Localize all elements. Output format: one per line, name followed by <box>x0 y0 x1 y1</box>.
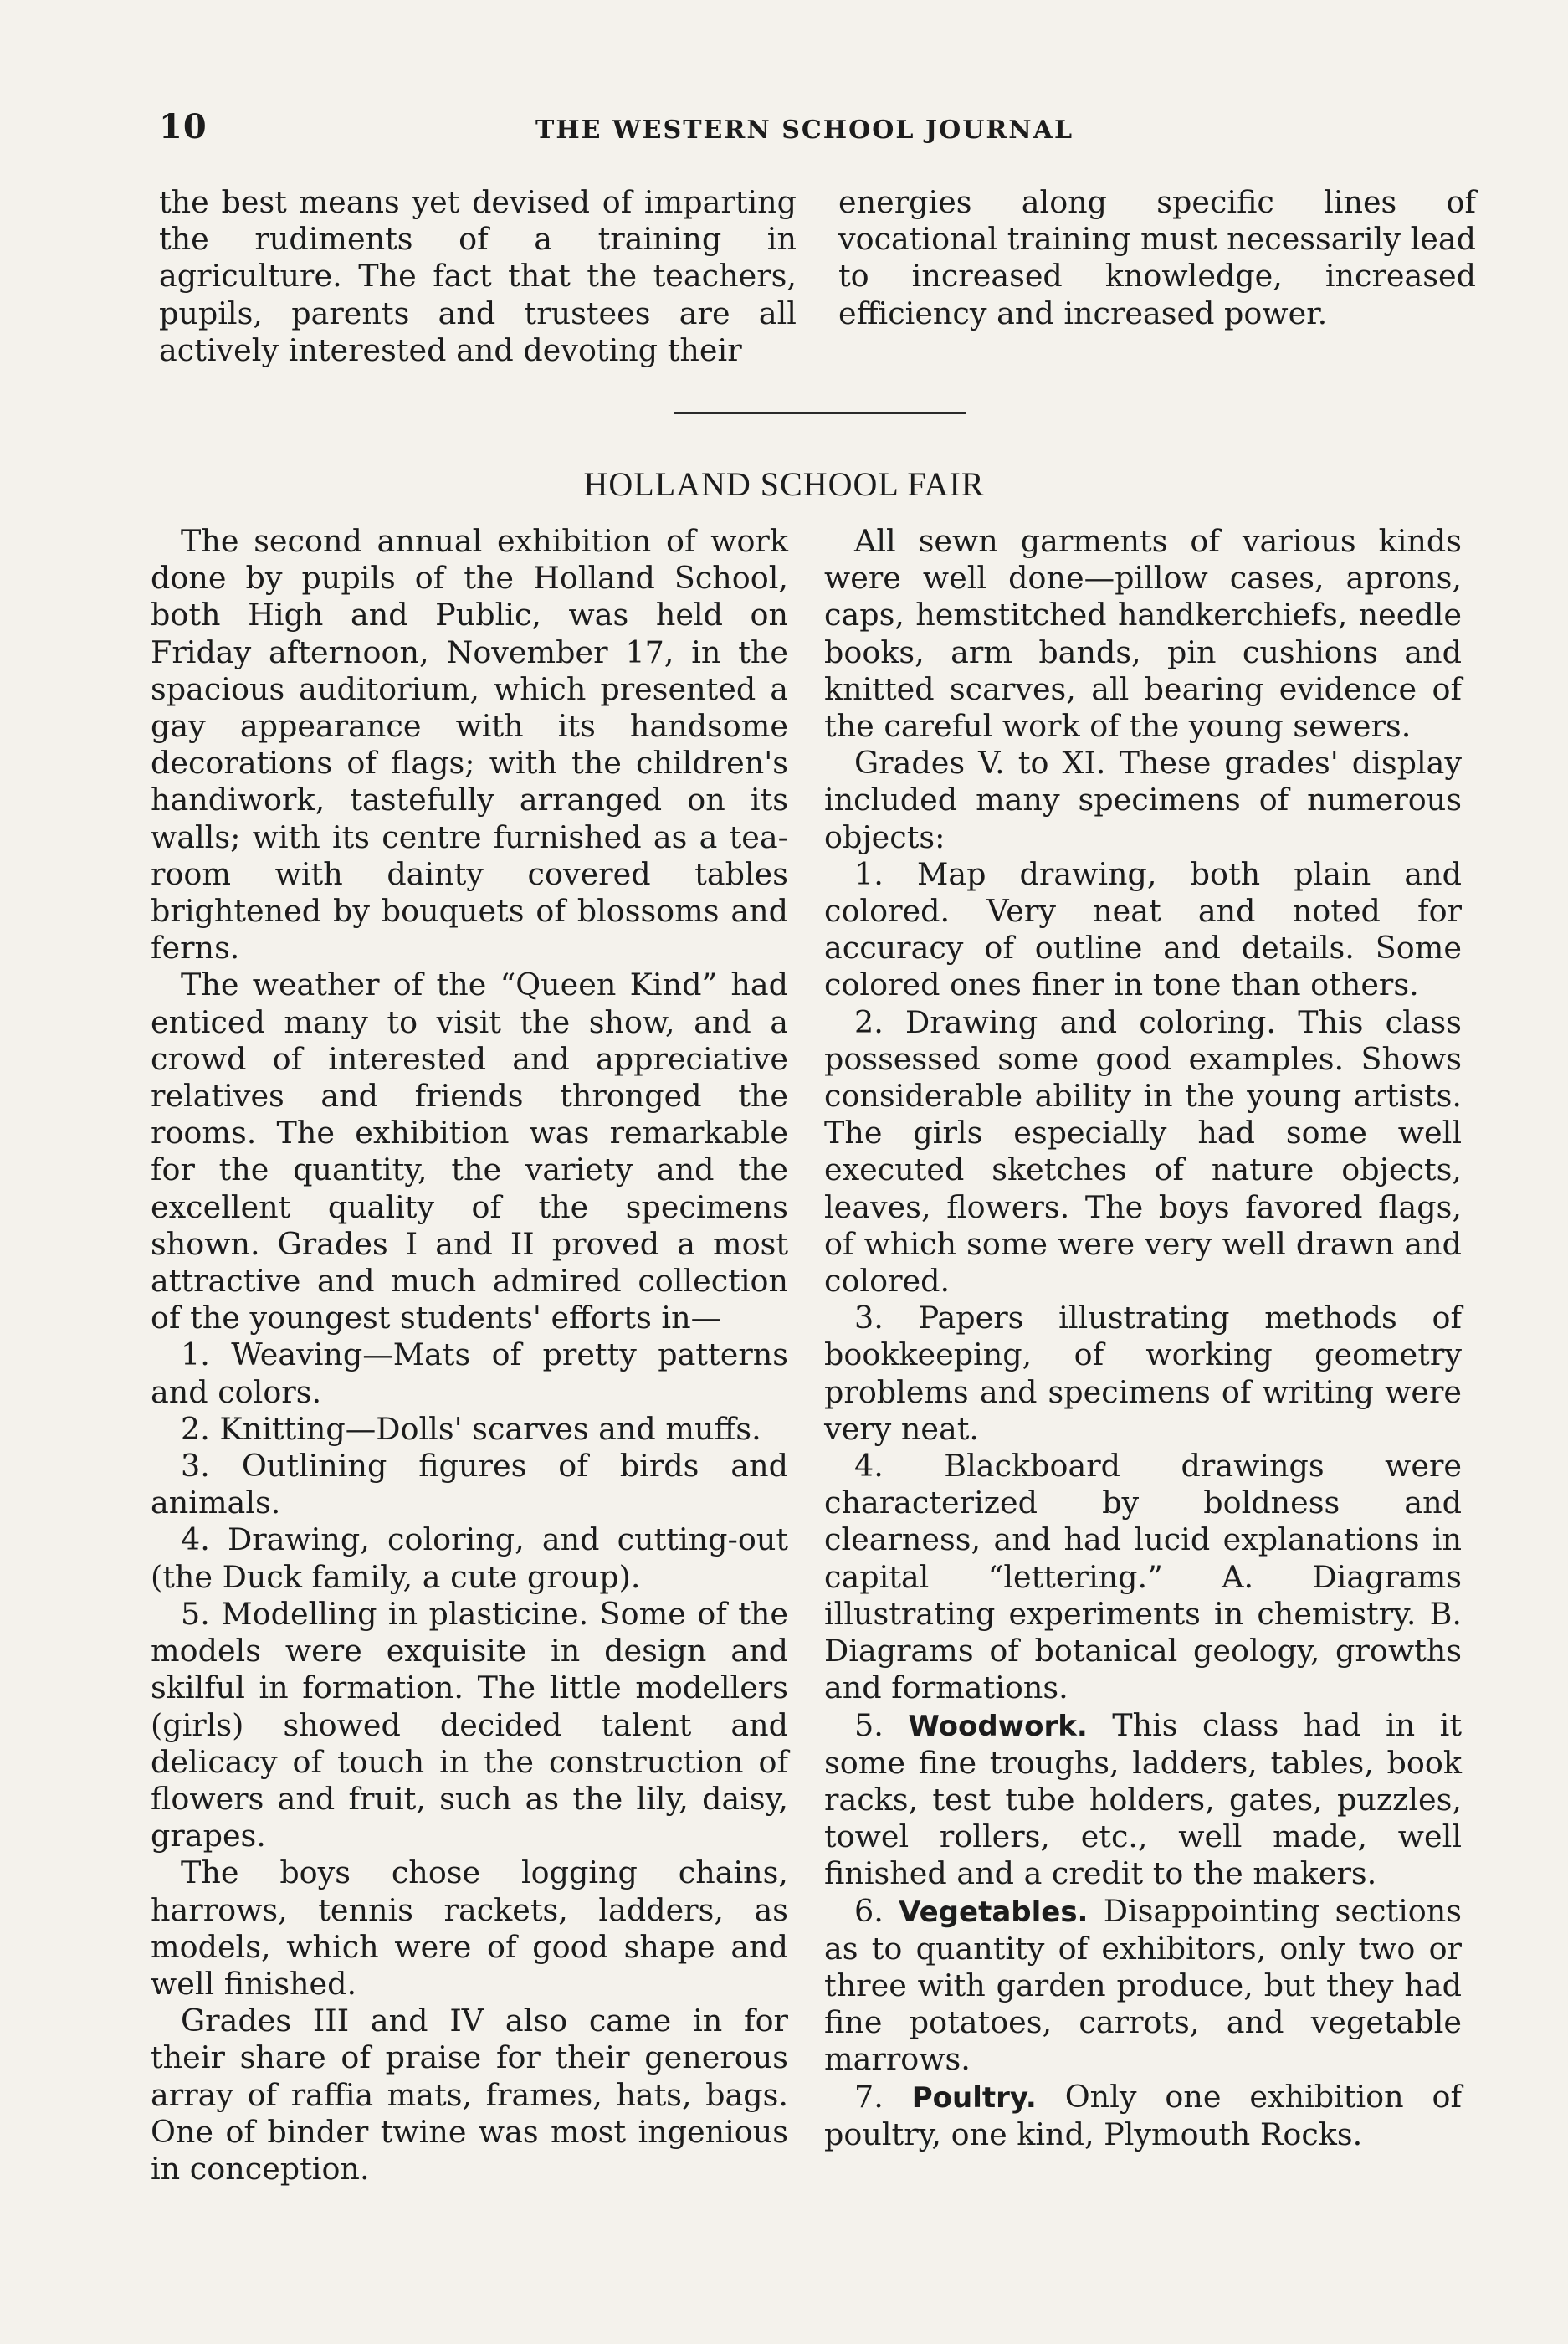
list-item: 4. Drawing, coloring, and cutting-out (the Duck family, a cute group). <box>151 1521 788 1595</box>
prev-article-right-text: energies along specific lines of vocational training must necessarily lead to increased knowledge, increased efficiency and increased power. <box>838 184 1476 331</box>
paragraph: The weather of the “Queen Kind” had enticed many to visit the show, and a crowd of interested and appreciative relatives and friends thronged the rooms. The exhibition was remarkable for the quantity, the variety and the excellent quality of the specimens shown. Grades I and II proved a most attractive and much admired collection of the youngest students' efforts in— <box>151 967 788 1336</box>
item-heading: Vegetables. <box>899 1895 1089 1929</box>
article-right-column <box>824 523 1462 2153</box>
list-item: 5. Modelling in plasticine. Some of the models were exquisite in design and skilful in formation. The little modellers (girls) showed decided talent and delicacy of touch in the construction of flowers and fruit, such as the lily, daisy, grapes. <box>151 1595 788 1854</box>
paragraph: Grades III and IV also came in for their share of praise for their generous array of raffia mats, frames, hats, bags. One of binder twine was most ingenious in conception. <box>151 2003 788 2187</box>
list-item <box>824 1893 1462 2079</box>
prev-article-right-column <box>838 184 1476 332</box>
paragraph: Grades V. to XI. These grades' display included many specimens of numerous objects: <box>824 745 1462 855</box>
item-text: Disappointing sections as to quantity of exhibitors, only two or three with garden produce, but they had fine potatoes, carrots, and vegetable marrows. <box>824 1892 1462 2078</box>
list-item: 3. Outlining figures of birds and animals. <box>151 1448 788 1521</box>
prev-article-left-column <box>159 184 797 369</box>
list-item <box>824 1707 1462 1893</box>
item-heading: Woodwork. <box>908 1709 1088 1743</box>
list-item: 4. Blackboard drawings were characterized by boldness and clearness, and had lucid explanations in capital “lettering.” A. Diagrams illustrating experiments in chemistry. B. Diagrams of botanical geology, growths and formations. <box>824 1448 1462 1706</box>
page-number: 10 <box>159 107 208 146</box>
item-number: 7. <box>854 2078 884 2115</box>
item-number: 5. <box>854 1706 884 1743</box>
article-title: HOLLAND SCHOOL FAIR <box>583 465 985 503</box>
item-text: Only one exhibition of poultry, one kind, Plymouth Rocks. <box>824 2078 1462 2152</box>
running-head: THE WESTERN SCHOOL JOURNAL <box>535 115 1074 145</box>
item-heading: Poultry. <box>911 2080 1037 2115</box>
paragraph: The boys chose logging chains, harrows, tennis rackets, ladders, as models, which were of good shape and well finished. <box>151 1854 788 2002</box>
section-divider-rule <box>674 412 966 414</box>
prev-article-left-text: the best means yet devised of imparting the rudiments of a training in agriculture. The fact that the teachers, pupils, parents and trustees are all actively interested and devoting their <box>159 184 797 368</box>
list-item: 2. Drawing and coloring. This class possessed some good examples. Shows considerable ability in the young artists. The girls especially had some well executed sketches of nature objects, leaves, flowers. The boys favored flags, of which some were very well drawn and colored. <box>824 1003 1462 1300</box>
item-text: This class had in it some fine troughs, ladders, tables, book racks, test tube holders, gates, puzzles, towel rollers, etc., well made, well finished and a credit to the makers. <box>824 1706 1462 1892</box>
list-item <box>824 2079 1462 2153</box>
article-left-column <box>151 523 788 2188</box>
item-number: 6. <box>854 1892 884 1929</box>
list-item: 1. Weaving—Mats of pretty patterns and colors. <box>151 1336 788 1410</box>
paragraph: The second annual exhibition of work done by pupils of the Holland School, both High and Public, was held on Friday afternoon, November 17, in the spacious auditorium, which presented a gay appearance with its handsome decorations of flags; with the children's handiwork, tastefully arranged on its walls; with its centre furnished as a tea-room with dainty covered tables brightened by bouquets of blossoms and ferns. <box>151 523 788 967</box>
list-item: 2. Knitting—Dolls' scarves and muffs. <box>181 1410 761 1447</box>
paragraph: All sewn garments of various kinds were well done—pillow cases, aprons, caps, hemstitched handkerchiefs, needle books, arm bands, pin cushions and knitted scarves, all bearing evidence of the careful work of the young sewers. <box>824 523 1462 745</box>
list-item: 3. Papers illustrating methods of bookkeeping, of working geometry problems and specimens of writing were very neat. <box>824 1300 1462 1447</box>
list-item: 1. Map drawing, both plain and colored. Very neat and noted for accuracy of outline and details. Some colored ones finer in tone than others. <box>824 855 1462 1003</box>
